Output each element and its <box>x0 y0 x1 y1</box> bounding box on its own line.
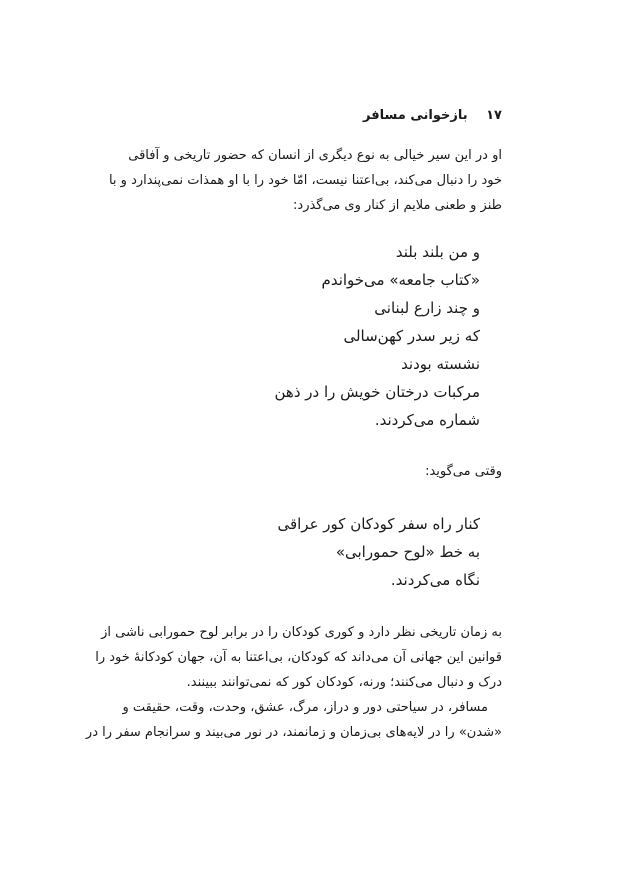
verse-line: کنار راه سفر کودکان کور عراقی <box>277 515 480 533</box>
verse-line: به خط «لوح حمورابی» <box>335 543 480 561</box>
paragraph-intro <box>108 143 502 218</box>
text-line: او در این سیر خیالی به نوع دیگری از انسان که حضور تاریخی و آفاقی <box>128 148 502 163</box>
text-line: «شدن» را در لایه‌های بی‌زمان و زمانمند، در نور می‌بیند و سرانجام سفر را در <box>85 725 502 740</box>
verse-line: نشسته بودند <box>401 355 480 373</box>
text-line: درک و دنبال می‌کنند؛ ورنه، کودکان کور که نمی‌توانند ببینند. <box>186 675 502 690</box>
text-line: طنز و طعنی ملایم از کنار وی می‌گذرد: <box>293 198 502 213</box>
lead-in-text: وقتی می‌گوید: <box>425 464 502 479</box>
page-number: ۱۷ <box>486 108 502 123</box>
verse-line: «کتاب جامعه» می‌خواندم <box>321 271 480 289</box>
text-line: قوانین این جهانی آن می‌داند که کودکان، بی‌اعتنا به آن، جهان کودکانهٔ خود را <box>95 650 502 665</box>
running-title: بازخوانی مسافر <box>363 108 468 123</box>
poem-quote-1 <box>275 238 480 434</box>
text-line: مسافر، در سیاحتی دور و دراز، مرگ، عشق، وحدت، وقت، حقیقت و <box>122 700 488 715</box>
verse-line: شماره می‌کردند. <box>374 411 480 429</box>
paragraph-analysis <box>85 620 502 745</box>
text-line: به زمان تاریخی نظر دارد و کوری کودکان را در برابر لوح حمورابی ناشی از <box>101 625 502 640</box>
verse-line: نگاه می‌کردند. <box>390 571 480 589</box>
verse-line: مرکبات درختان خویش را در ذهن <box>274 383 480 401</box>
text-line: خود را دنبال می‌کند، بی‌اعتنا نیست، امّا خود را با او همذات نمی‌پندارد و با <box>108 173 502 188</box>
verse-line: و من بلند بلند <box>395 243 480 261</box>
running-header <box>363 108 502 123</box>
verse-line: و چند زارع لبنانی <box>374 299 480 317</box>
poem-quote-2 <box>277 510 480 594</box>
verse-line: که زیر سدر کهن‌سالی <box>343 327 480 345</box>
